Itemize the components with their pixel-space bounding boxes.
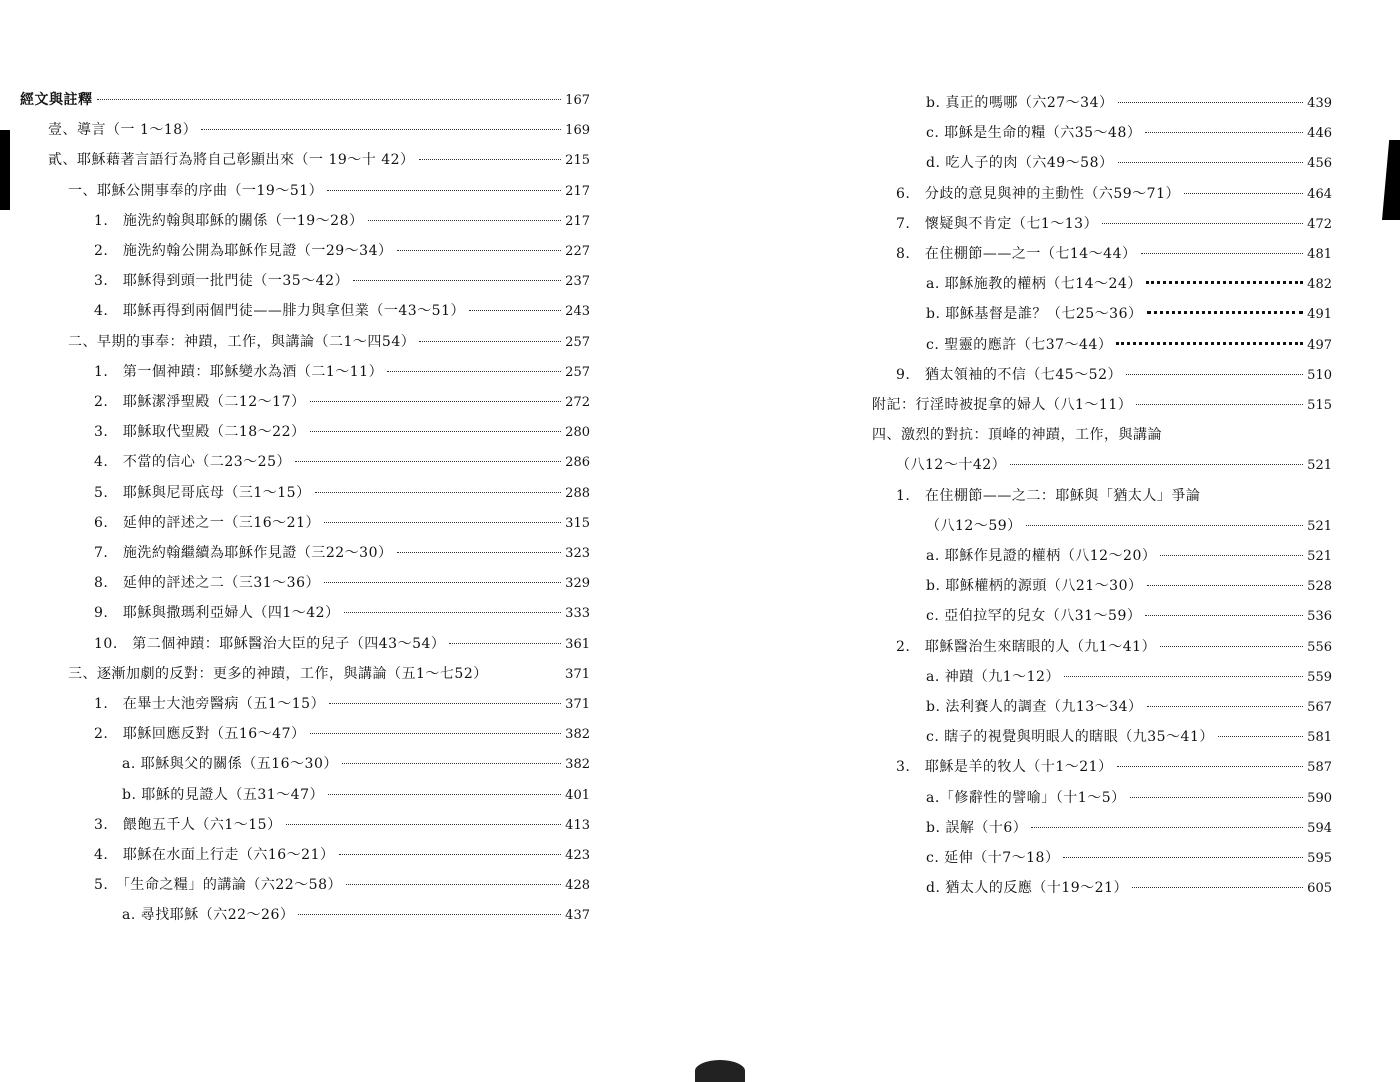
toc-page-number: 472 <box>1307 216 1332 232</box>
toc-entry <box>926 92 1332 114</box>
toc-entry-title: a. 尋找耶穌（六22～26） <box>122 907 295 924</box>
toc-entry <box>94 874 590 896</box>
toc-page-number: 257 <box>565 364 590 380</box>
toc-entry-title: b. 耶穌權柄的源頭（八21～30） <box>926 578 1143 595</box>
dot-leader <box>201 129 561 130</box>
toc-entry <box>94 391 590 413</box>
toc-page-number: 605 <box>1307 881 1332 897</box>
toc-page-number: 423 <box>565 848 590 863</box>
toc-entry <box>94 240 590 262</box>
toc-entry <box>94 361 590 383</box>
dot-leader <box>1026 525 1304 526</box>
toc-entry-title: 二、早期的事奉：神蹟，工作，與講論（二1～四54） <box>68 333 416 350</box>
toc-entry <box>94 512 590 534</box>
toc-entry <box>896 213 1332 235</box>
toc-entry-title: 7. 懷疑與不肯定（七1～13） <box>896 215 1099 232</box>
toc-entry-title: 6. 延伸的評述之一（三16～21） <box>94 514 320 531</box>
toc-entry-title: 貳、耶穌藉著言語行為將自己彰顯出來（一 19～十 42） <box>48 152 415 169</box>
toc-entry-title: 9. 猶太領袖的不信（七45～52） <box>896 366 1122 383</box>
toc-entry-title: 1. 第一個神蹟：耶穌變水為酒（二1～11） <box>94 363 384 380</box>
toc-page-number: 481 <box>1307 247 1332 262</box>
toc-entry-title: 8. 在住棚節——之一（七14～44） <box>896 246 1137 262</box>
dot-leader <box>1136 404 1303 405</box>
toc-page-number: 595 <box>1307 851 1332 866</box>
toc-page-number: 439 <box>1307 96 1332 111</box>
toc-page-number: 491 <box>1307 307 1332 323</box>
toc-entry <box>94 844 590 866</box>
dot-leader <box>1102 223 1303 224</box>
toc-entry <box>94 633 590 655</box>
dot-leader <box>295 461 561 462</box>
toc-entry <box>926 847 1332 869</box>
toc-entry-title: 5. 「生命之糧」的講論（六22～58） <box>94 877 342 894</box>
toc-entry <box>68 180 590 202</box>
toc-page-number: 382 <box>565 727 590 743</box>
toc-page-number: 401 <box>565 787 590 803</box>
toc-entry <box>94 421 590 443</box>
dot-leader <box>310 431 562 432</box>
toc-entry <box>20 89 590 111</box>
toc-entry <box>872 424 1332 446</box>
dot-leader <box>353 280 561 281</box>
toc-entry-title: b. 法利賽人的調查（九13～34） <box>926 699 1143 715</box>
toc-page-number: 428 <box>565 878 590 894</box>
toc-entry-title: （八12～十42） <box>896 457 1007 474</box>
dot-leader <box>1126 374 1303 375</box>
toc-entry-title: 2. 耶穌潔淨聖殿（二12～17） <box>94 394 306 410</box>
toc-page-number: 382 <box>565 757 590 773</box>
toc-page-number: 237 <box>565 274 590 290</box>
toc-page-number: 286 <box>565 455 590 471</box>
dot-leader <box>397 250 562 251</box>
toc-page-number: 437 <box>565 908 590 924</box>
toc-entry <box>94 300 590 322</box>
toc-entry-title: 四、激烈的對抗：頂峰的神蹟，工作，與講論 <box>872 427 1162 444</box>
toc-entry-title: 4. 不當的信心（二23～25） <box>94 454 291 471</box>
dot-leader <box>1010 464 1303 465</box>
toc-page-number: 361 <box>565 636 590 652</box>
toc-entry-title: 8. 延伸的評述之二（三31～36） <box>94 575 320 592</box>
toc-entry <box>926 817 1332 839</box>
toc-entry-title: 1. 在畢士大池旁醫病（五1～15） <box>94 696 326 712</box>
toc-entry <box>94 482 590 504</box>
toc-entry <box>48 149 590 171</box>
dot-leader <box>1117 766 1304 767</box>
toc-page-number: 464 <box>1307 186 1332 202</box>
toc-entry <box>122 753 590 775</box>
toc-entry <box>926 877 1332 899</box>
toc-entry-title: 三、逐漸加劇的反對：更多的神蹟，工作，與講論（五1～七52） <box>68 665 488 682</box>
toc-page-number: 333 <box>565 606 590 622</box>
toc-entry-title: 3. 耶穌是羊的牧人（十1～21） <box>896 759 1113 776</box>
toc-page-number: 257 <box>565 334 590 350</box>
dot-leader <box>387 371 561 372</box>
dot-leader <box>419 341 561 342</box>
toc-entry-title: 2. 施洗約翰公開為耶穌作見證（一29～34） <box>94 243 393 259</box>
toc-page-number: 169 <box>565 123 590 139</box>
toc-entry-title: c. 耶穌是生命的糧（六35～48） <box>926 125 1142 142</box>
toc-page-number: 315 <box>565 515 590 531</box>
toc-page-number: 371 <box>565 666 590 682</box>
toc-entry <box>926 152 1332 174</box>
toc-entry-title: 4. 耶穌再得到兩個門徒——腓力與拿但業（一43～51） <box>94 303 465 320</box>
toc-entry-title: 2. 耶穌醫治生來瞎眼的人（九1～41） <box>896 638 1157 655</box>
toc-page-number: 521 <box>1307 458 1332 474</box>
toc-page-number: 227 <box>565 244 590 259</box>
dot-leader <box>346 884 561 885</box>
toc-page-number: 371 <box>565 697 590 712</box>
toc-page-number: 590 <box>1307 790 1332 806</box>
toc-page-number: 567 <box>1307 700 1332 715</box>
toc-entry-title: a. 神蹟（九1～12） <box>926 668 1060 685</box>
dot-leader <box>1031 827 1303 828</box>
toc-entry <box>896 364 1332 386</box>
toc-entry <box>94 210 590 232</box>
toc-page-number: 594 <box>1307 820 1332 836</box>
dot-leader <box>344 612 562 613</box>
toc-entry <box>896 183 1332 205</box>
toc-page-number: 497 <box>1307 337 1332 353</box>
toc-entry-title: 3. 耶穌得到頭一批門徒（一35～42） <box>94 273 349 290</box>
dot-leader <box>339 854 562 855</box>
toc-entry-title: a. 耶穌作見證的權柄（八12～20） <box>926 548 1157 564</box>
toc-entry-title: c. 延伸（十7～18） <box>926 850 1060 866</box>
toc-page-number: 217 <box>565 183 590 199</box>
toc-entry-title: a. 耶穌施教的權柄（七14～24） <box>926 276 1142 293</box>
toc-page-number: 329 <box>565 576 590 592</box>
dot-leader <box>1184 193 1303 194</box>
toc-entry <box>94 270 590 292</box>
dot-leader <box>310 733 562 734</box>
toc-entry <box>926 726 1332 748</box>
toc-entry <box>896 756 1332 778</box>
dot-leader <box>342 763 561 764</box>
toc-entry-title: （八12～59） <box>926 517 1022 534</box>
dot-leader <box>1145 132 1303 133</box>
dot-leader <box>1118 162 1304 163</box>
toc-page-number: 528 <box>1307 579 1332 595</box>
toc-entry <box>94 451 590 473</box>
toc-entry-title: 一、耶穌公開事奉的序曲（一19～51） <box>68 182 324 199</box>
toc-entry-title: a. 耶穌與父的關係（五16～30） <box>122 756 338 773</box>
toc-entry-title: b. 誤解（十6） <box>926 819 1028 836</box>
toc-page-number: 521 <box>1307 518 1332 534</box>
toc-page-number: 272 <box>565 395 590 410</box>
toc-entry <box>926 122 1332 144</box>
toc-entry-title: 6. 分歧的意見與神的主動性（六59～71） <box>896 185 1180 202</box>
toc-entry <box>94 723 590 745</box>
toc-entry-title: 附記：行淫時被捉拿的婦人（八1～11） <box>872 397 1133 413</box>
dot-leader <box>1116 342 1303 345</box>
toc-entry <box>94 572 590 594</box>
toc-entry <box>122 784 590 806</box>
toc-page-number: 215 <box>565 153 590 169</box>
toc-entry-title: c. 亞伯拉罕的兒女（八31～59） <box>926 608 1142 625</box>
dot-leader <box>298 914 561 915</box>
toc-page-number: 482 <box>1307 277 1332 293</box>
toc-entry-title: 7. 施洗約翰繼續為耶穌作見證（三22～30） <box>94 545 393 561</box>
dot-leader <box>1147 585 1304 586</box>
toc-entry <box>48 119 590 141</box>
dot-leader <box>328 794 561 795</box>
toc-page-number: 515 <box>1307 398 1332 413</box>
dot-leader <box>327 190 561 191</box>
toc-entry-title: 2. 耶穌回應反對（五16～47） <box>94 726 306 743</box>
dot-leader <box>1132 887 1303 888</box>
dot-leader <box>315 492 562 493</box>
toc-page-number: 288 <box>565 485 590 501</box>
toc-entry <box>926 666 1332 688</box>
dot-leader <box>368 220 562 221</box>
dot-leader <box>1145 615 1303 616</box>
toc-entry-title: a.「修辭性的譬喻」（十1～5） <box>926 789 1126 806</box>
dot-leader <box>1146 281 1303 284</box>
dot-leader <box>324 582 561 583</box>
toc-entry-title: d. 猶太人的反應（十19～21） <box>926 880 1128 897</box>
toc-entry-title: d. 吃人子的肉（六49～58） <box>926 155 1114 172</box>
toc-entry <box>872 394 1332 416</box>
toc-page-number: 456 <box>1307 156 1332 172</box>
toc-entry-title: b. 耶穌的見證人（五31～47） <box>122 786 324 803</box>
dot-leader <box>1141 253 1304 254</box>
dot-leader <box>419 159 562 160</box>
dot-leader <box>1160 555 1303 556</box>
dot-leader <box>1064 676 1303 677</box>
toc-entry-title: c. 瞎子的視覺與明眼人的瞎眼（九35～41） <box>926 729 1214 746</box>
toc-entry-title: 1. 在住棚節——之二：耶穌與「猶太人」爭論 <box>896 487 1201 504</box>
toc-entry <box>94 814 590 836</box>
toc-page-number: 510 <box>1307 367 1332 383</box>
toc-entry <box>926 515 1332 537</box>
toc-page-number: 217 <box>565 213 590 229</box>
toc-entry <box>68 663 590 685</box>
toc-entry <box>68 331 590 353</box>
toc-entry-title: 5. 耶穌與尼哥底母（三1～15） <box>94 484 311 501</box>
toc-entry <box>896 485 1332 507</box>
dot-leader <box>397 552 562 553</box>
toc-entry-title: 4. 耶穌在水面上行走（六16～21） <box>94 847 335 863</box>
toc-entry-title: 10. 第二個神蹟：耶穌醫治大臣的兒子（四43～54） <box>94 635 446 652</box>
dot-leader <box>324 522 561 523</box>
toc-entry <box>926 696 1332 718</box>
dot-leader <box>1147 706 1304 707</box>
dot-leader <box>1147 311 1304 314</box>
dot-leader <box>286 824 562 825</box>
dot-leader <box>1218 736 1303 737</box>
toc-page-number: 521 <box>1307 549 1332 564</box>
toc-entry-title: 1. 施洗約翰與耶穌的關係（一19～28） <box>94 212 364 229</box>
toc-entry <box>896 454 1332 476</box>
dot-leader <box>329 703 561 704</box>
toc-page-number: 446 <box>1307 126 1332 142</box>
toc-page-number: 167 <box>565 93 590 108</box>
toc-page-number: 323 <box>565 546 590 561</box>
toc-entry <box>926 334 1332 356</box>
dot-leader <box>97 99 562 100</box>
dot-leader <box>310 401 562 402</box>
toc-entry-title: 壹、導言（一 1～18） <box>48 122 198 139</box>
toc-entry-title: b. 真正的嗎哪（六27～34） <box>926 95 1114 111</box>
toc-entry-title: b. 耶穌基督是誰？（七25～36） <box>926 306 1143 323</box>
toc-page-number: 280 <box>565 425 590 441</box>
toc-entry-title: c. 聖靈的應許（七37～44） <box>926 336 1113 353</box>
toc-entry <box>896 243 1332 265</box>
right-page <box>700 0 1400 1082</box>
toc-entry-title: 經文與註釋 <box>20 92 93 108</box>
toc-page-number: 581 <box>1307 730 1332 746</box>
toc-entry <box>94 542 590 564</box>
toc-page-number: 556 <box>1307 639 1332 655</box>
toc-entry <box>926 605 1332 627</box>
toc-entry <box>926 303 1332 325</box>
toc-entry <box>926 545 1332 567</box>
toc-entry <box>94 602 590 624</box>
toc-entry <box>94 693 590 715</box>
dot-leader <box>1160 646 1303 647</box>
dot-leader <box>1063 857 1303 858</box>
toc-page-number: 243 <box>565 304 590 320</box>
toc-entry-title: 3. 餵飽五千人（六1～15） <box>94 816 282 833</box>
toc-page-number: 536 <box>1307 609 1332 625</box>
toc-entry <box>896 636 1332 658</box>
toc-page-number: 559 <box>1307 669 1332 685</box>
toc-page-number: 587 <box>1307 760 1332 776</box>
dot-leader <box>469 310 561 311</box>
toc-entry <box>926 787 1332 809</box>
dot-leader <box>1130 797 1304 798</box>
toc-entry-title: 3. 耶穌取代聖殿（二18～22） <box>94 424 306 441</box>
toc-page-number: 413 <box>565 817 590 833</box>
toc-entry <box>926 575 1332 597</box>
toc-entry <box>926 273 1332 295</box>
dot-leader <box>1118 102 1304 103</box>
toc-entry-title: 9. 耶穌與撒瑪利亞婦人（四1～42） <box>94 605 340 622</box>
toc-entry <box>122 904 590 926</box>
dot-leader <box>449 643 561 644</box>
